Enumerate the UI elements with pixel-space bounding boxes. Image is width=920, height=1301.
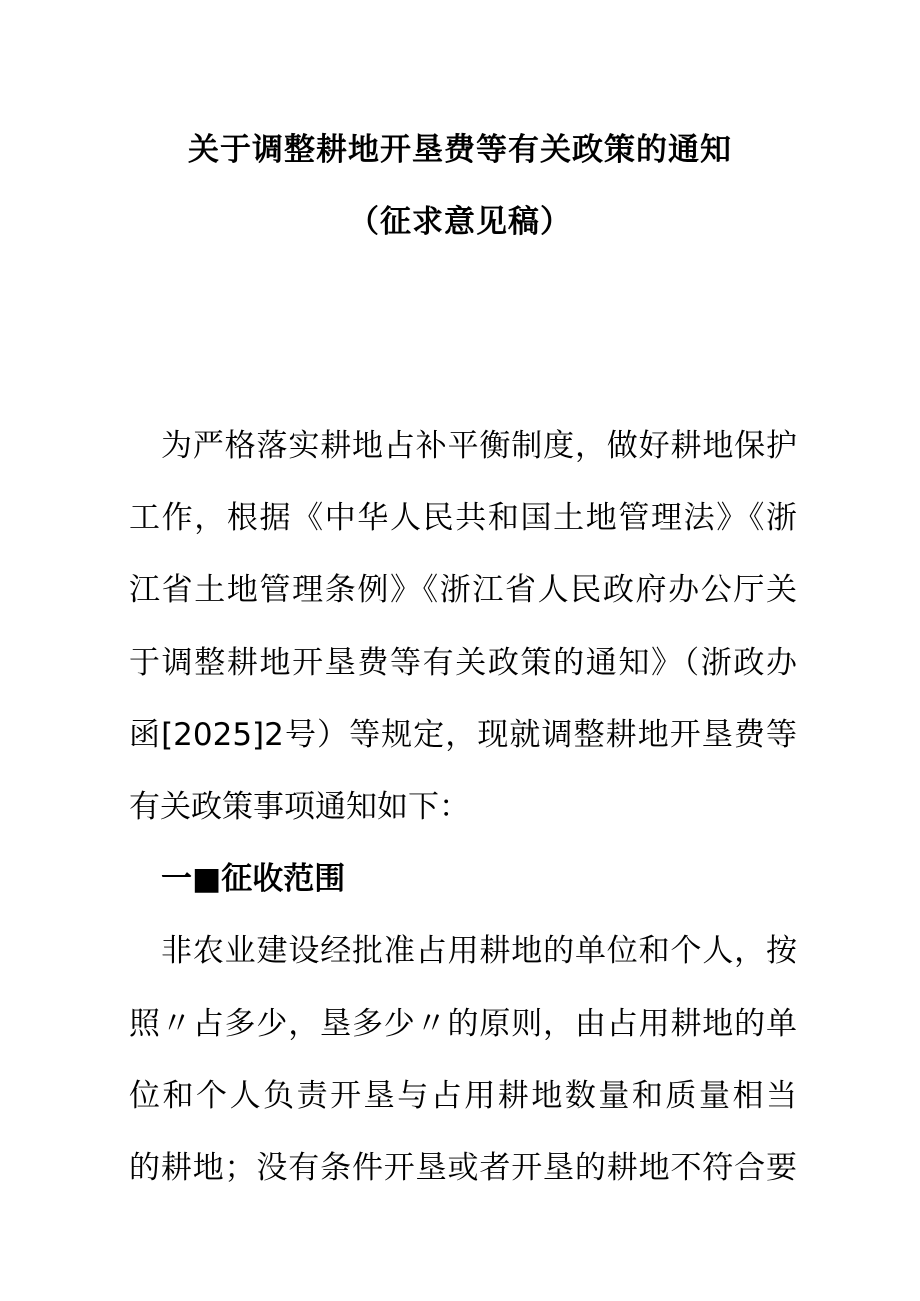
document-subtitle: （征求意见稿） — [348, 204, 572, 240]
document-title: 关于调整耕地开垦费等有关政策的通知 — [188, 132, 732, 168]
paragraph-line: 函[2025]2号）等规定，现就调整耕地开垦费等 — [129, 716, 797, 753]
paragraph-line: 工作，根据《中华人民共和国土地管理法》《浙 — [129, 500, 797, 537]
paragraph-line: 照〃占多少，垦多少〃的原则，由占用耕地的单 — [129, 1005, 797, 1042]
paragraph-line: 于调整耕地开垦费等有关政策的通知》（浙政办 — [129, 644, 797, 681]
paragraph-line: 有关政策事项通知如下： — [129, 788, 470, 825]
paragraph-line: 江省土地管理条例》《浙江省人民政府办公厅关 — [129, 572, 797, 609]
document-body — [129, 410, 797, 1204]
section-heading: 一■征收范围 — [161, 861, 346, 898]
paragraph-line: 为严格落实耕地占补平衡制度，做好耕地保护 — [161, 428, 797, 464]
paragraph-line: 非农业建设经批准占用耕地的单位和个人，按 — [161, 933, 797, 970]
paragraph-line: 位和个人负责开垦与占用耕地数量和质量相当 — [129, 1077, 797, 1114]
paragraph-line: 的耕地；没有条件开垦或者开垦的耕地不符合要 — [129, 1149, 797, 1186]
